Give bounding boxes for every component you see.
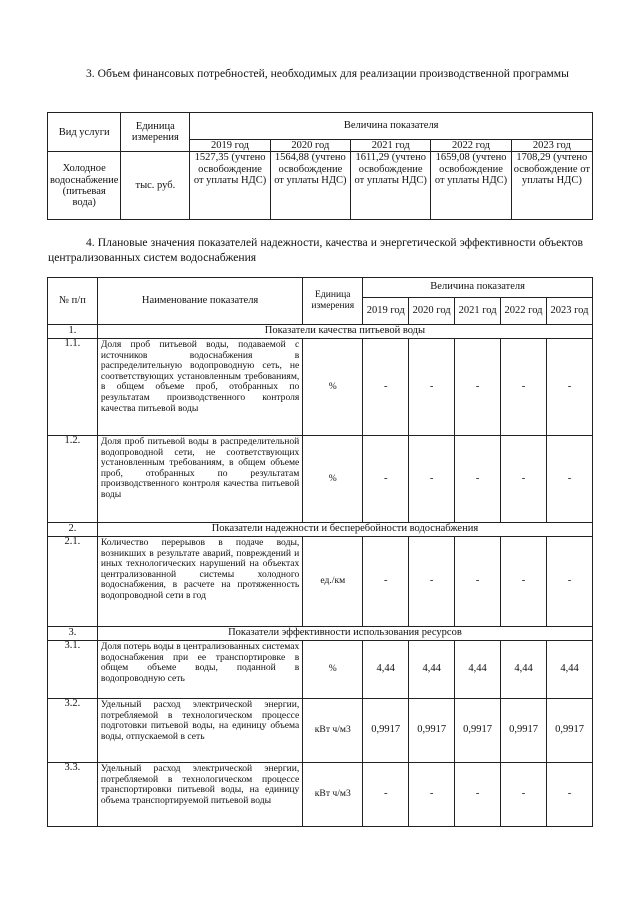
section-number: 3. <box>48 627 98 641</box>
value-cell: - <box>409 436 455 523</box>
section-number: 1. <box>48 325 98 339</box>
value-cell: 4,44 <box>409 641 455 699</box>
table-row <box>48 436 593 523</box>
value-cell: - <box>409 537 455 627</box>
col-name-header: Наименование показателя <box>97 278 302 325</box>
year-header: 2020 год <box>409 298 455 325</box>
unit-cell: ед./км <box>303 537 363 627</box>
row-number: 3.3. <box>48 763 98 827</box>
value-cell: 1611,29 (учтено освобождение от уплаты НДС) <box>351 152 431 220</box>
value-cell: 0,9917 <box>501 699 547 763</box>
table-row <box>48 641 593 699</box>
financial-needs-table <box>47 112 593 220</box>
col-unit-header: Единица измерения <box>121 113 190 152</box>
value-cell: - <box>455 339 501 436</box>
value-cell: 1708,29 (учтено освобождение от уплаты НДС) <box>511 152 592 220</box>
value-cell: - <box>409 763 455 827</box>
row-number: 1.1. <box>48 339 98 436</box>
unit-cell: тыс. руб. <box>121 152 190 220</box>
value-cell: - <box>455 436 501 523</box>
section-title: Показатели эффективности использования ресурсов <box>97 627 592 641</box>
value-cell: 0,9917 <box>455 699 501 763</box>
value-cell: 4,44 <box>501 641 547 699</box>
value-cell: 1564,88 (учтено освобождение от уплаты НДС) <box>270 152 350 220</box>
unit-cell: кВт ч/м3 <box>303 763 363 827</box>
service-cell: Холодное водоснабжение (питьевая вода) <box>48 152 121 220</box>
year-header: 2022 год <box>431 140 511 152</box>
value-cell: 4,44 <box>363 641 409 699</box>
row-number: 2.1. <box>48 537 98 627</box>
section3-heading: 3. Объем финансовых потребностей, необходимых для реализации производственной программы <box>86 67 569 80</box>
year-header: 2023 год <box>511 140 592 152</box>
section-number: 2. <box>48 523 98 537</box>
year-header: 2019 год <box>363 298 409 325</box>
value-cell: - <box>363 339 409 436</box>
col-value-header: Величина показателя <box>363 278 593 298</box>
value-cell: - <box>547 537 593 627</box>
section-title: Показатели надежности и бесперебойности водоснабжения <box>97 523 592 537</box>
value-cell: - <box>547 436 593 523</box>
value-cell: - <box>363 537 409 627</box>
unit-cell: % <box>303 339 363 436</box>
section-title: Показатели качества питьевой воды <box>97 325 592 339</box>
value-cell: - <box>363 436 409 523</box>
row-number: 3.1. <box>48 641 98 699</box>
value-cell: - <box>501 436 547 523</box>
year-header: 2021 год <box>455 298 501 325</box>
year-header: 2022 год <box>501 298 547 325</box>
indicator-name: Количество перерывов в подаче воды, возникших в результате аварий, повреждений и иных технологических нарушений на объектах централизованной системы холодного водоснабжения, в расчете на протяженность водопроводной сети в год <box>97 537 302 627</box>
value-cell: - <box>547 763 593 827</box>
value-cell: 4,44 <box>547 641 593 699</box>
value-cell: - <box>455 763 501 827</box>
value-cell: 0,9917 <box>409 699 455 763</box>
table-row <box>48 339 593 436</box>
section4-heading: 4. Плановые значения показателей надежности, качества и энергетической эффективности объектов централизованных систем водоснабжения <box>48 236 583 264</box>
value-cell: 0,9917 <box>363 699 409 763</box>
value-cell: - <box>455 537 501 627</box>
value-cell: 1659,08 (учтено освобождение от уплаты НДС) <box>431 152 511 220</box>
year-header: 2019 год <box>190 140 270 152</box>
value-cell: 1527,35 (учтено освобождение от уплаты НДС) <box>190 152 270 220</box>
row-number: 1.2. <box>48 436 98 523</box>
value-cell: - <box>409 339 455 436</box>
col-unit-header: Единица измерения <box>303 278 363 325</box>
unit-cell: % <box>303 641 363 699</box>
table-row <box>48 763 593 827</box>
unit-cell: кВт ч/м3 <box>303 699 363 763</box>
year-header: 2021 год <box>351 140 431 152</box>
indicator-name: Доля потерь воды в централизованных системах водоснабжения при ее транспортировке в общем объеме воды, поданной в водопроводную сеть <box>97 641 302 699</box>
col-num-header: № п/п <box>48 278 98 325</box>
value-cell: 4,44 <box>455 641 501 699</box>
year-header: 2023 год <box>547 298 593 325</box>
col-value-header: Величина показателя <box>190 113 593 140</box>
table-row <box>48 699 593 763</box>
value-cell: - <box>501 339 547 436</box>
value-cell: 0,9917 <box>547 699 593 763</box>
indicator-name: Удельный расход электрической энергии, потребляемой в технологическом процессе транспортировки питьевой воды, на единицу объема транспортируемой питьевой воды <box>97 763 302 827</box>
col-service-header: Вид услуги <box>48 113 121 152</box>
value-cell: - <box>501 537 547 627</box>
year-header: 2020 год <box>270 140 350 152</box>
row-number: 3.2. <box>48 699 98 763</box>
indicator-name: Удельный расход электрической энергии, потребляемой в технологическом процессе подготовки питьевой воды, на единицу объема воды, отпускаемой в сеть <box>97 699 302 763</box>
value-cell: - <box>501 763 547 827</box>
indicator-name: Доля проб питьевой воды, подаваемой с источников водоснабжения в распределительную водопроводную сеть, не соответствующих установленным требованиям, в общем объеме проб, отобранных по результатам производственного контроля качества питьевой воды <box>97 339 302 436</box>
unit-cell: % <box>303 436 363 523</box>
indicator-name: Доля проб питьевой воды в распределительной водопроводной сети, не соответствующих установленным требованиям, в общем объеме проб, отобранных по результатам производственного контроля качества питьевой воды <box>97 436 302 523</box>
value-cell: - <box>363 763 409 827</box>
indicators-table <box>47 277 593 827</box>
table-row <box>48 537 593 627</box>
value-cell: - <box>547 339 593 436</box>
